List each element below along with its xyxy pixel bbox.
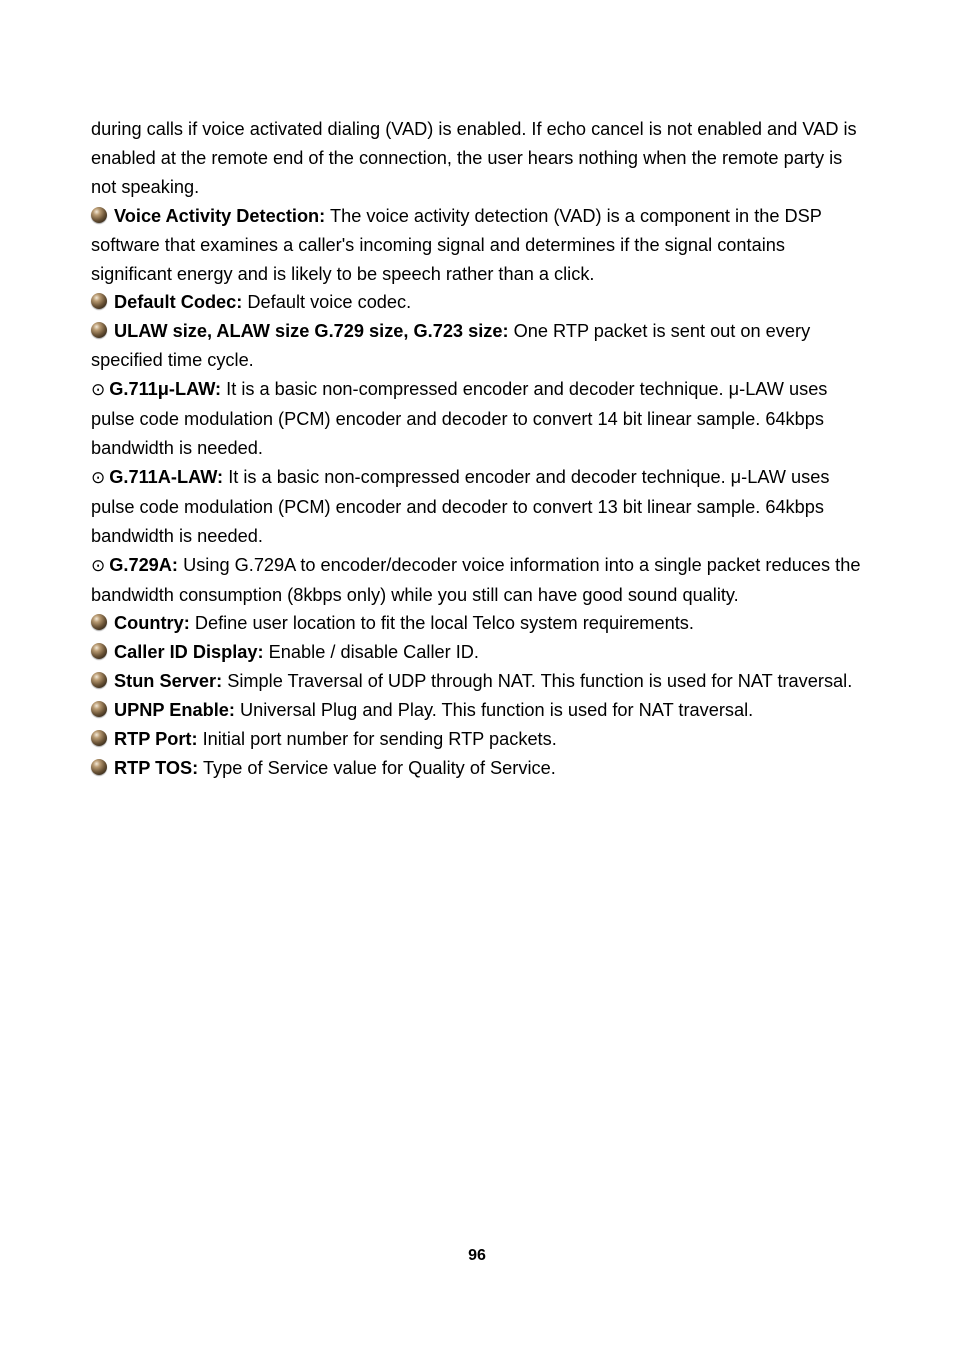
paragraph-text: during calls if voice activated dialing (VAD) is enabled. If echo cancel is not enabled and VAD is enabled at the remote end of the connection, the user hears nothing when the remote party is not speaking.: [91, 119, 857, 197]
ball-bullet-icon: [91, 207, 107, 223]
term-label: Caller ID Display:: [114, 642, 264, 663]
term-label: G.711μ-LAW:: [109, 379, 222, 400]
paragraph-text: Type of Service value for Quality of Service.: [202, 757, 556, 778]
paragraph-caller-id-display: [91, 638, 867, 667]
target-bullet-icon: ⊙: [91, 555, 106, 575]
ball-bullet-icon: [91, 730, 107, 746]
paragraph-g711-alaw: [91, 463, 867, 551]
paragraph-text: Enable / disable Caller ID.: [268, 642, 479, 663]
term-label: RTP Port:: [114, 729, 198, 750]
term-label: Country:: [114, 613, 190, 634]
paragraph-text: Define user location to fit the local Telco system requirements.: [194, 613, 694, 634]
paragraph-text: Universal Plug and Play. This function is used for NAT traversal.: [240, 700, 754, 721]
ball-bullet-icon: [91, 701, 107, 717]
paragraph-text: Using G.729A to encoder/decoder voice information into a single packet reduces the bandwidth consumption (8kbps only) while you still can have good sound quality.: [91, 554, 861, 605]
term-label: G.729A:: [109, 554, 178, 575]
paragraph-text: It is a basic non-compressed encoder and decoder technique. μ-LAW uses pulse code modulation (PCM) encoder and decoder to convert 13 bit linear sample. 64kbps bandwidth is needed.: [91, 466, 830, 546]
paragraph-stun-server: [91, 667, 867, 696]
term-label: UPNP Enable:: [114, 700, 235, 721]
paragraph-text: The voice activity detection (VAD) is a component in the DSP software that examines a caller's incoming signal and determines if the signal contains significant energy and is likely to be speech rather than a click.: [91, 205, 822, 284]
term-label: Voice Activity Detection:: [114, 205, 326, 226]
paragraph-rtp-tos: [91, 754, 867, 783]
ball-bullet-icon: [91, 322, 107, 338]
paragraph-vad-continuation: [91, 115, 867, 202]
term-label: G.711A-LAW:: [109, 466, 224, 487]
paragraph-text: Default voice codec.: [247, 292, 412, 313]
term-label: Default Codec:: [114, 292, 243, 313]
page-number: 96: [468, 1247, 486, 1264]
term-label: RTP TOS:: [114, 757, 199, 778]
paragraph-text: Initial port number for sending RTP packets.: [202, 729, 557, 750]
ball-bullet-icon: [91, 614, 107, 630]
paragraph-voice-activity-detection: [91, 202, 867, 289]
document-body: [91, 115, 867, 783]
paragraph-text: One RTP packet is sent out on every specified time cycle.: [91, 321, 811, 371]
paragraph-upnp-enable: [91, 696, 867, 725]
paragraph-g711-ulaw: [91, 375, 867, 463]
paragraph-text: Simple Traversal of UDP through NAT. This function is used for NAT traversal.: [227, 671, 853, 692]
ball-bullet-icon: [91, 759, 107, 775]
ball-bullet-icon: [91, 643, 107, 659]
term-label: Stun Server:: [114, 671, 223, 692]
paragraph-packet-sizes: [91, 317, 867, 375]
paragraph-text: It is a basic non-compressed encoder and decoder technique. μ-LAW uses pulse code modulation (PCM) encoder and decoder to convert 14 bit linear sample. 64kbps bandwidth is needed.: [91, 379, 828, 458]
paragraph-rtp-port: [91, 725, 867, 754]
ball-bullet-icon: [91, 672, 107, 688]
paragraph-default-codec: [91, 288, 867, 317]
ball-bullet-icon: [91, 293, 107, 309]
term-label: ULAW size, ALAW size G.729 size, G.723 size:: [114, 321, 509, 342]
paragraph-country: [91, 609, 867, 638]
target-bullet-icon: ⊙: [91, 380, 106, 400]
paragraph-g729a: [91, 551, 867, 610]
target-bullet-icon: ⊙: [91, 467, 106, 487]
